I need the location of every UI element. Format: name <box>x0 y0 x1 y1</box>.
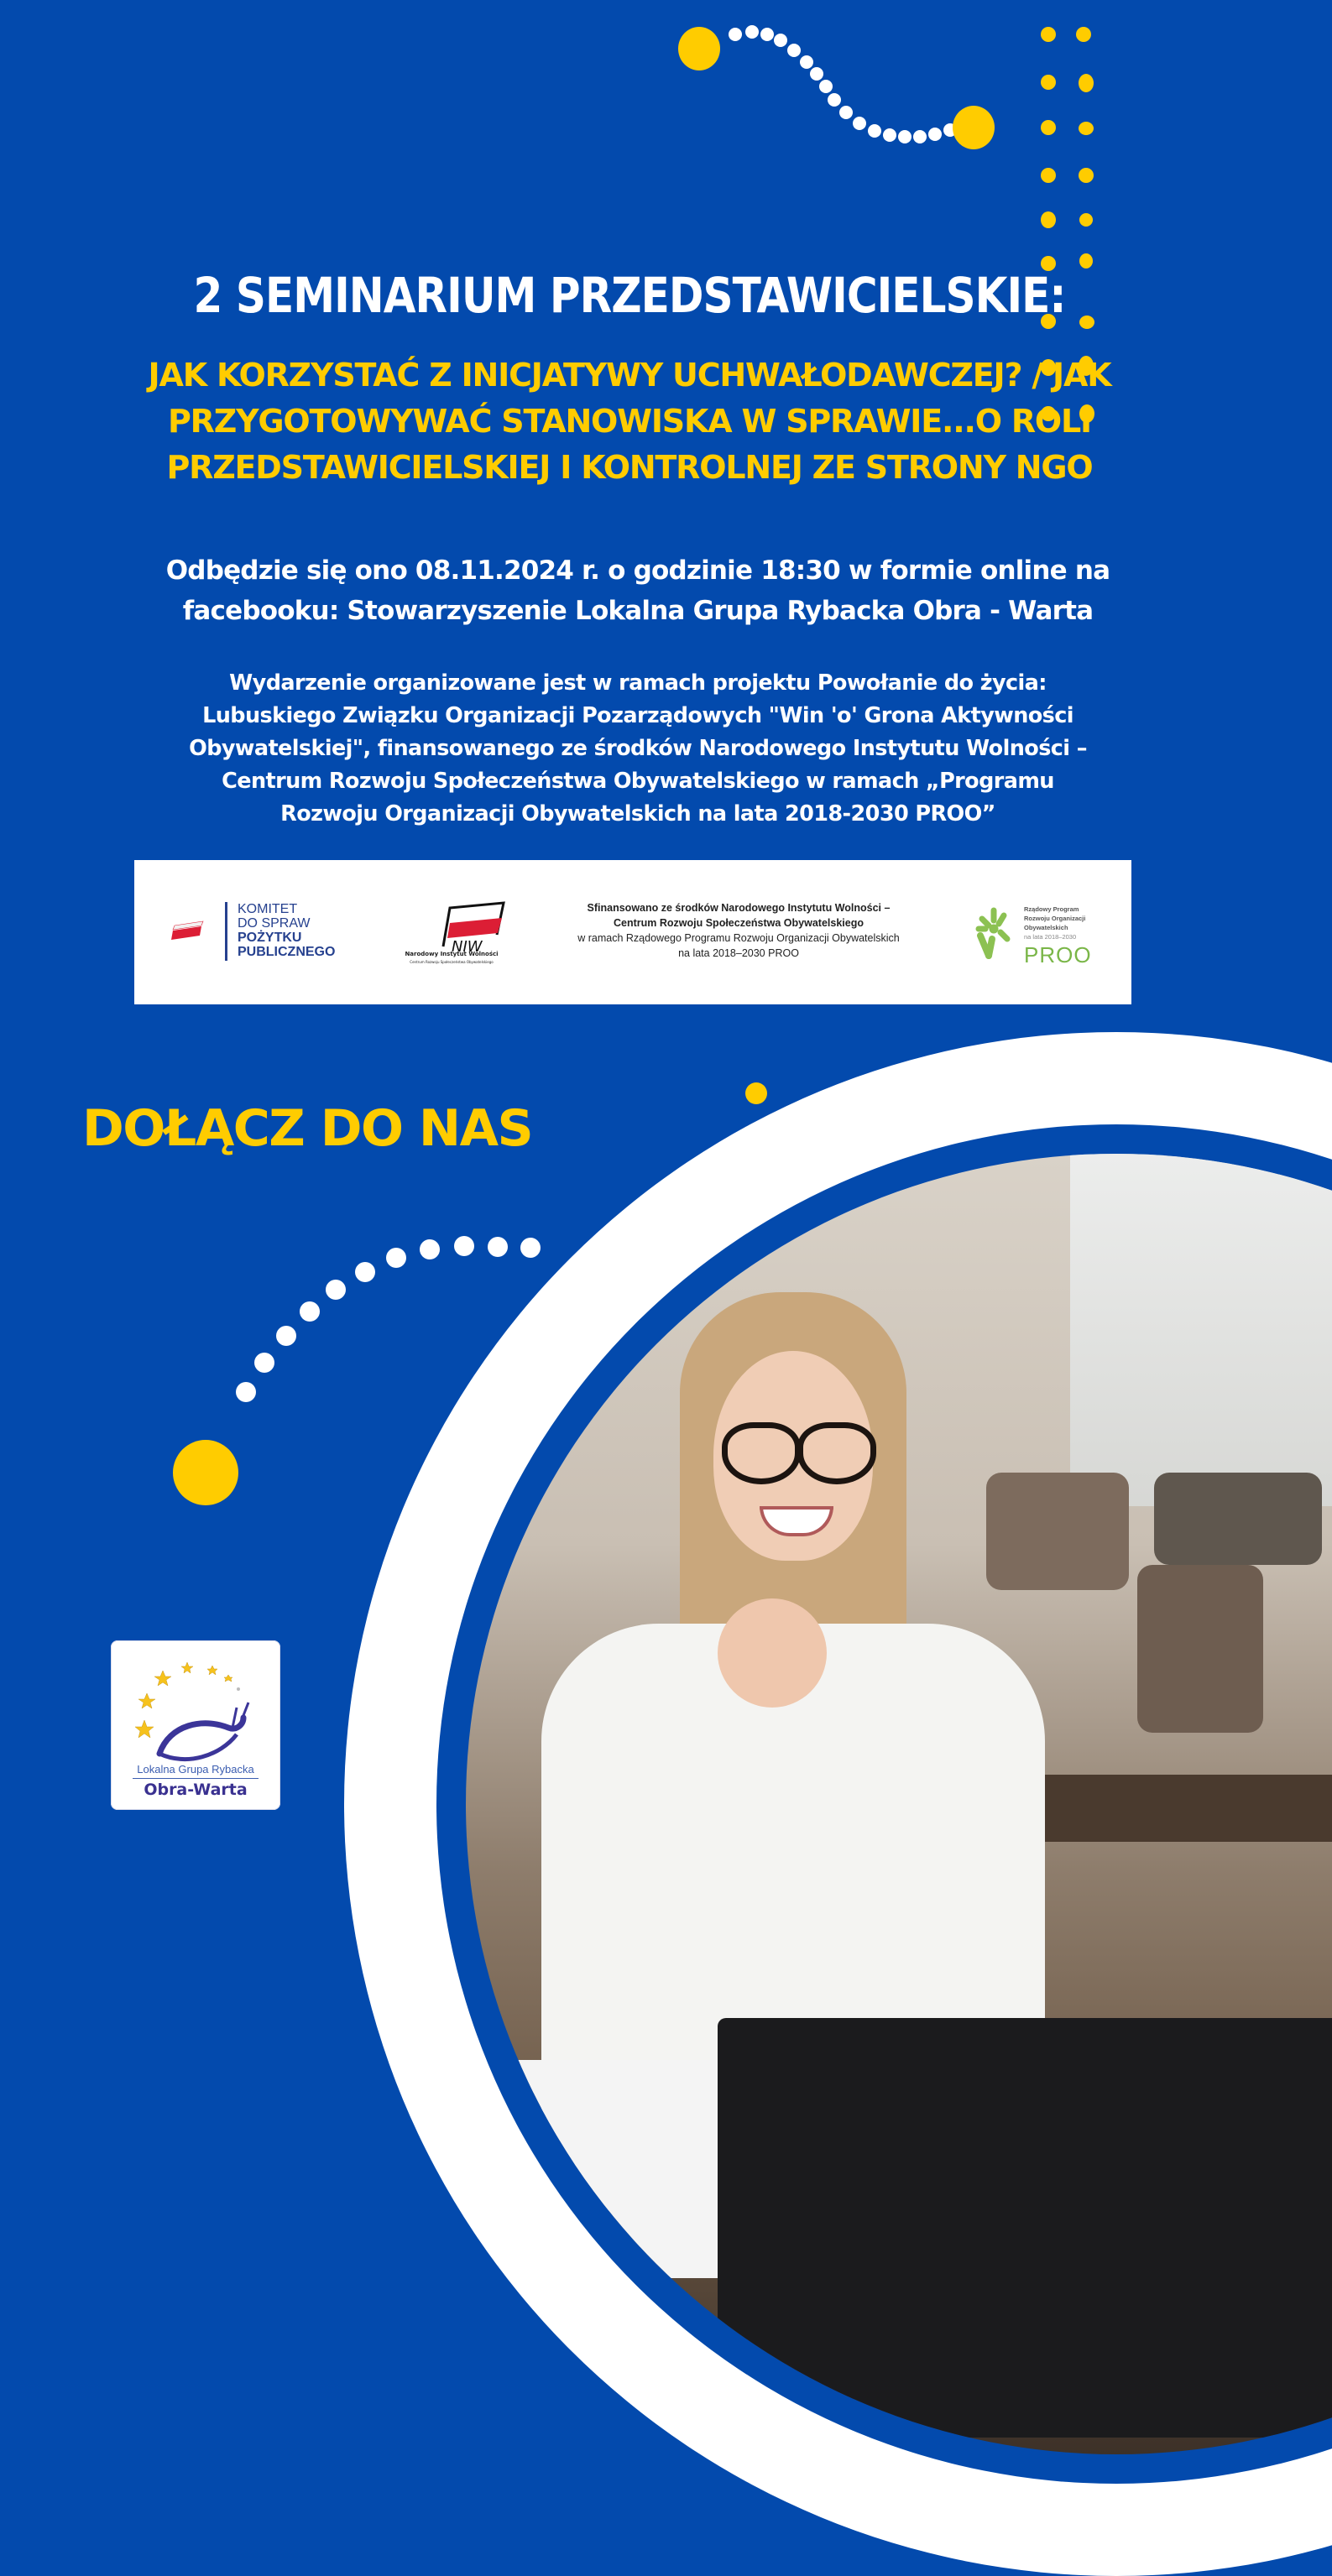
lgr-name-line2: Obra-Warta <box>144 1781 248 1799</box>
page-title: 2 SEMINARIUM PRZEDSTAWICIELSKIE: <box>193 267 1066 324</box>
event-description <box>67 667 1209 831</box>
description-line: Rozwoju Organizacji Obywatelskich na lata 2018-2030 PROO” <box>280 801 995 827</box>
yellow-dot <box>1041 168 1056 183</box>
yellow-dot <box>1041 120 1056 135</box>
yellow-dot <box>1041 211 1056 228</box>
description-line: Lubuskiego Związku Organizacji Pozarządowych "Win 'o' Grona Aktywności <box>202 703 1073 728</box>
kpp-line: PUBLICZNEGO <box>238 945 336 959</box>
proo-line: Rządowy Program <box>1024 905 1079 913</box>
white-dot <box>454 1236 474 1256</box>
yellow-dot <box>1079 213 1093 227</box>
white-dot <box>883 128 896 142</box>
subtitle-line: JAK KORZYSTAĆ Z INICJATYWY UCHWAŁODAWCZEJ? / JAK <box>148 357 1111 394</box>
proo-line: Rozwoju Organizacji <box>1024 915 1086 922</box>
white-dot <box>300 1301 320 1322</box>
yellow-dot <box>1079 74 1094 92</box>
white-dot <box>853 117 866 130</box>
description-line: Wydarzenie organizowane jest w ramach projektu Powołanie do życia: <box>229 670 1047 696</box>
yellow-dot <box>678 27 720 70</box>
photo-notebook <box>516 2060 726 2278</box>
funding-line: na lata 2018–2030 PROO <box>678 947 799 959</box>
white-dot <box>420 1239 440 1259</box>
funding-line: Centrum Rozwoju Społeczeństwa Obywatelskiego <box>614 917 864 929</box>
yellow-dot <box>745 1082 767 1104</box>
niw-subname: Centrum Rozwoju Społeczeństwa Obywatelskiego <box>410 960 494 964</box>
white-dot <box>276 1326 296 1346</box>
white-dot <box>774 34 787 47</box>
white-dot <box>386 1248 406 1268</box>
niw-mark: NIW <box>452 938 483 956</box>
kpp-line: POŻYTKU <box>238 931 302 945</box>
photo-window <box>1070 1154 1332 1506</box>
description-line: Centrum Rozwoju Społeczeństwa Obywatelskiego w ramach „Programu <box>222 769 1054 794</box>
white-dot <box>745 25 759 39</box>
yellow-dot <box>173 1440 238 1505</box>
yellow-dot <box>1079 168 1094 183</box>
white-dot <box>729 28 742 41</box>
kpp-line: KOMITET <box>238 902 298 916</box>
subtitle-line: PRZEDSTAWICIELSKIEJ I KONTROLNEJ ZE STRONY NGO <box>166 449 1093 486</box>
white-dot <box>787 44 801 57</box>
white-dot <box>760 28 774 41</box>
white-dot <box>898 130 912 143</box>
info-line: facebooku: Stowarzyszenie Lokalna Grupa Rybacka Obra - Warta <box>182 596 1094 626</box>
white-dot <box>488 1237 508 1257</box>
yellow-dot <box>1041 75 1056 90</box>
photo-hands <box>718 1598 827 1708</box>
kpp-logo <box>238 902 335 959</box>
funding-line: Sfinansowano ze środków Narodowego Instytutu Wolności – <box>587 902 891 914</box>
photo-chair <box>1137 1565 1263 1733</box>
white-dot <box>254 1353 274 1373</box>
lgr-name-line1: Lokalna Grupa Rybacka <box>137 1763 254 1776</box>
white-dot <box>355 1262 375 1282</box>
photo-laptop <box>718 2018 1332 2438</box>
info-line: Odbędzie się ono 08.11.2024 r. o godzinie 18:30 w formie online na <box>165 555 1110 586</box>
white-dot <box>520 1238 541 1258</box>
yellow-dot <box>1076 27 1091 42</box>
kpp-divider <box>225 902 227 961</box>
proo-logo <box>1024 905 1092 967</box>
white-dot <box>913 130 927 143</box>
white-dot <box>236 1382 256 1402</box>
photo-chair <box>986 1473 1129 1590</box>
white-dot <box>326 1280 346 1300</box>
stars-fish-icon <box>111 1640 280 1762</box>
white-dot <box>839 106 853 119</box>
yellow-dot <box>1041 27 1056 42</box>
proo-flower-icon <box>974 904 1016 962</box>
photo-chair <box>1154 1473 1322 1565</box>
white-dot <box>868 124 881 138</box>
yellow-dot <box>1079 122 1094 135</box>
seminar-subtitle <box>50 352 1209 491</box>
lgr-obra-warta-logo <box>111 1640 280 1810</box>
proo-acronym: PROO <box>1024 942 1092 967</box>
polish-flag-icon <box>170 919 208 941</box>
white-dot <box>800 55 813 69</box>
kpp-line: DO SPRAW <box>238 916 311 931</box>
white-dot <box>819 80 833 93</box>
photo-glasses <box>797 1422 876 1484</box>
proo-years: na lata 2018–2030 <box>1024 933 1077 941</box>
description-line: Obywatelskiej", finansowanego ze środków Narodowego Instytutu Wolności – <box>189 736 1087 761</box>
join-us-heading: DOŁĄCZ DO NAS <box>82 1099 533 1158</box>
white-dot <box>828 93 841 107</box>
funding-statement <box>529 900 948 961</box>
subtitle-line: PRZYGOTOWYWAĆ STANOWISKA W SPRAWIE...O ROLI <box>168 403 1091 440</box>
funding-line: w ramach Rządowego Programu Rozwoju Organizacji Obywatelskich <box>577 932 900 944</box>
niw-name: Narodowy Instytut Wolności <box>405 951 499 957</box>
sponsor-logos-bar <box>134 860 1131 1004</box>
white-dot <box>810 67 823 81</box>
white-dot <box>928 128 942 141</box>
yellow-dot <box>953 106 995 149</box>
event-info <box>50 550 1225 631</box>
proo-line: Obywatelskich <box>1024 924 1068 931</box>
photo-glasses <box>722 1422 801 1484</box>
lgr-underline <box>133 1778 259 1779</box>
